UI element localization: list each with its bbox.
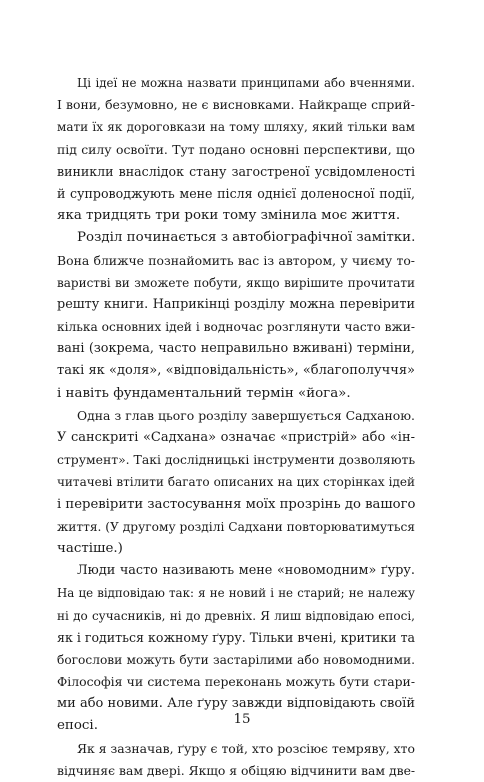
text-line: Філософія чи система переконань можуть бути стари- <box>57 674 415 690</box>
text-line: життя. (У другому розділі Садхани повторюватимуться <box>57 519 415 534</box>
text-line: І вони, безумовно, не є висновками. Найкраще сприй- <box>57 97 415 113</box>
text-line: Люди часто називають мене «новомодним» ґуру. <box>77 563 415 579</box>
text-line: і навіть фундаментальний термін «йога». <box>57 385 351 401</box>
paragraph <box>57 405 415 560</box>
text-line: під силу освоїти. Тут подано основні перспективи, що <box>57 141 415 157</box>
text-line: мати їх як дороговкази на тому шляху, який тільки вам <box>57 120 415 135</box>
text-line: Одна з глав цього розділу завершується Садханою. <box>77 407 415 423</box>
text-line: варистві ви зможете побути, якщо вирішите прочитати <box>57 275 415 290</box>
body-text <box>57 72 415 782</box>
text-line: кілька основних ідей і водночас розглянути часто вжи- <box>57 320 415 335</box>
text-line: Ці ідеї не можна назвати принципами або вченнями. <box>77 76 415 90</box>
paragraph <box>57 560 415 738</box>
text-line: решту книги. Наприкінці розділу можна перевірити <box>57 296 415 312</box>
text-line: Як я зазначав, ґуру є той, хто розсіює темряву, хто <box>77 740 415 756</box>
text-line: богослови можуть бути застарілими або новомодними. <box>57 652 415 667</box>
text-line: ні до сучасників, ні до древніх. Я лиш відповідаю епосі, <box>57 608 415 623</box>
text-line: ми або новими. Але ґуру завжди відповідають своїй <box>57 696 415 712</box>
page-number: 15 <box>233 712 251 727</box>
text-line: частіше.) <box>57 540 123 556</box>
text-line: яка тридцять три роки тому змінила моє життя. <box>57 208 401 224</box>
text-line: відчиняє вам двері. Якщо я обіцяю відчинити вам две- <box>57 762 416 778</box>
text-line: вані (зокрема, часто неправильно вживані) терміни, <box>57 341 415 357</box>
paragraph <box>57 227 415 405</box>
text-line: як і годиться кожному ґуру. Тільки вчені, критики та <box>57 629 416 645</box>
text-line: У санскриті «Садхана» означає «пристрій» або «ін- <box>57 430 415 445</box>
text-line: На це відповідаю так: я не новий і не старий; не належу <box>57 586 415 601</box>
text-line: Розділ починається з автобіографічної замітки. <box>77 230 416 246</box>
text-line: й супроводжують мене після однієї доленосної події, <box>57 185 415 201</box>
text-line: епосі. <box>57 718 98 734</box>
text-line: такі як «доля», «відповідальність», «благополуччя» <box>57 363 415 379</box>
paragraph <box>57 738 415 782</box>
text-line: Вона ближче познайомить вас із автором, у чиєму то- <box>57 252 415 268</box>
text-line: струмент». Такі дослідницькі інструменти дозволяють <box>57 452 416 468</box>
text-line: і перевірити застосування моїх прозрінь до вашого <box>57 496 416 512</box>
text-line: читачеві втілити багато описаних на цих сторінках ідей <box>57 475 415 490</box>
paragraph <box>57 72 415 227</box>
text-line: виникли внаслідок стану загостреної усвідомленості <box>57 163 415 179</box>
